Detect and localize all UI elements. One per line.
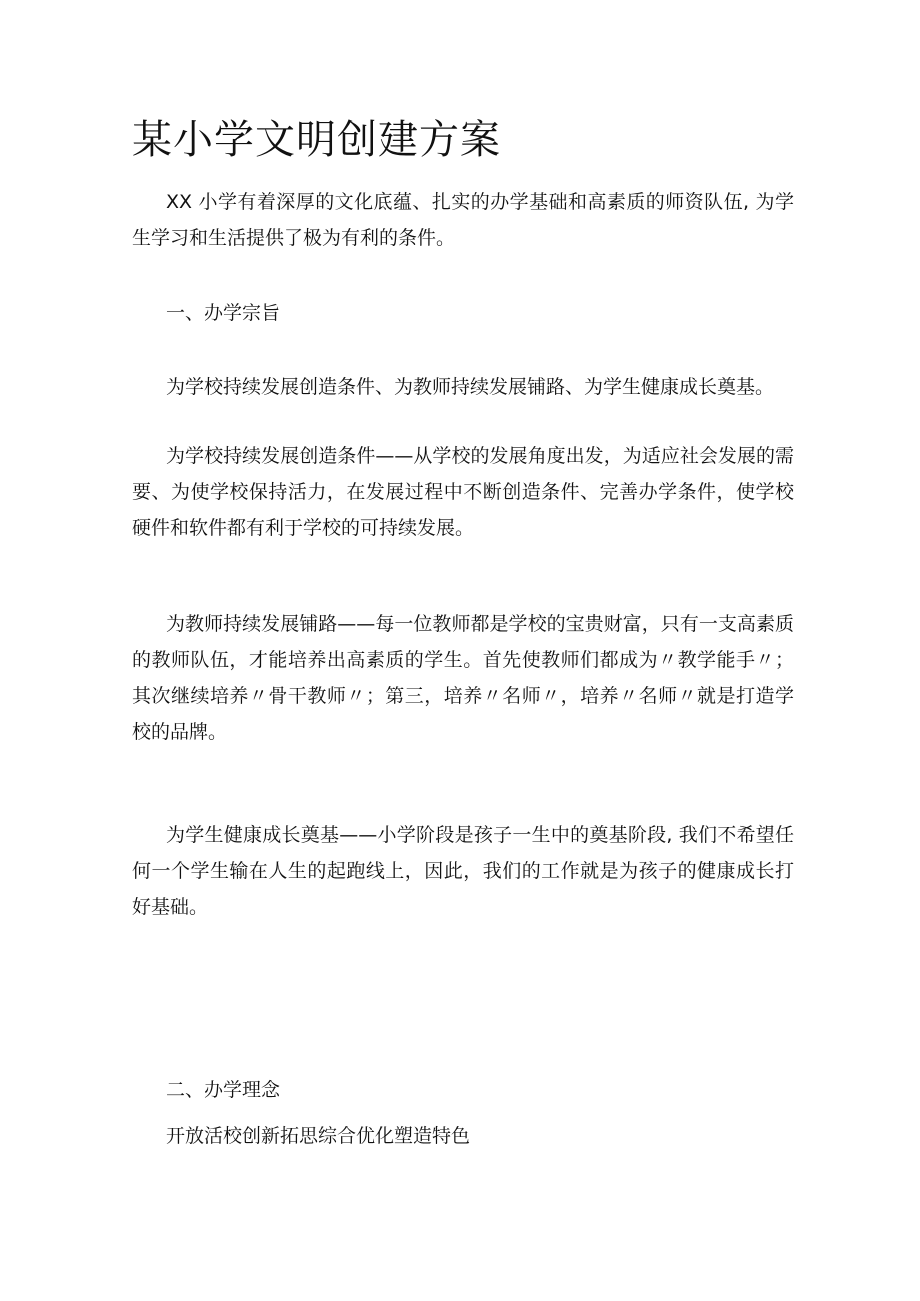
section-heading-mission: 一、办学宗旨 xyxy=(166,302,281,324)
mission-summary: 为学校持续发展创造条件、为教师持续发展铺路、为学生健康成长奠基。 xyxy=(166,376,775,398)
mission-paragraph-school: 为学校持续发展创造条件——从学校的发展角度出发，为适应社会发展的需要、为使学校保持活力，在发展过程中不断创造条件、完善办学条件，使学校硬件和软件都有利于学校的可持续发展。 xyxy=(132,445,794,539)
philosophy-motto: 开放活校创新拓思综合优化塑造特色 xyxy=(166,1125,471,1147)
intro-paragraph: XX 小学有着深厚的文化底蕴、扎实的办学基础和高素质的师资队伍, 为学生学习和生活提供了极为有利的条件。 xyxy=(132,191,794,249)
document-title: 某小学文明创建方案 xyxy=(132,117,501,163)
section-heading-philosophy: 二、办学理念 xyxy=(166,1079,281,1101)
mission-paragraph-students: 为学生健康成长奠基——小学阶段是孩子一生中的奠基阶段, 我们不希望任何一个学生输在人生的起跑线上，因此，我们的工作就是为孩子的健康成长打好基础。 xyxy=(132,824,794,918)
mission-paragraph-teachers: 为教师持续发展铺路——每一位教师都是学校的宝贵财富，只有一支高素质的教师队伍，才能培养出高素质的学生。首先使教师们都成为〃教学能手〃；其次继续培养〃骨干教师〃；第三，培养〃名师〃，培养〃名师〃就是打造学校的品牌。 xyxy=(132,613,794,743)
